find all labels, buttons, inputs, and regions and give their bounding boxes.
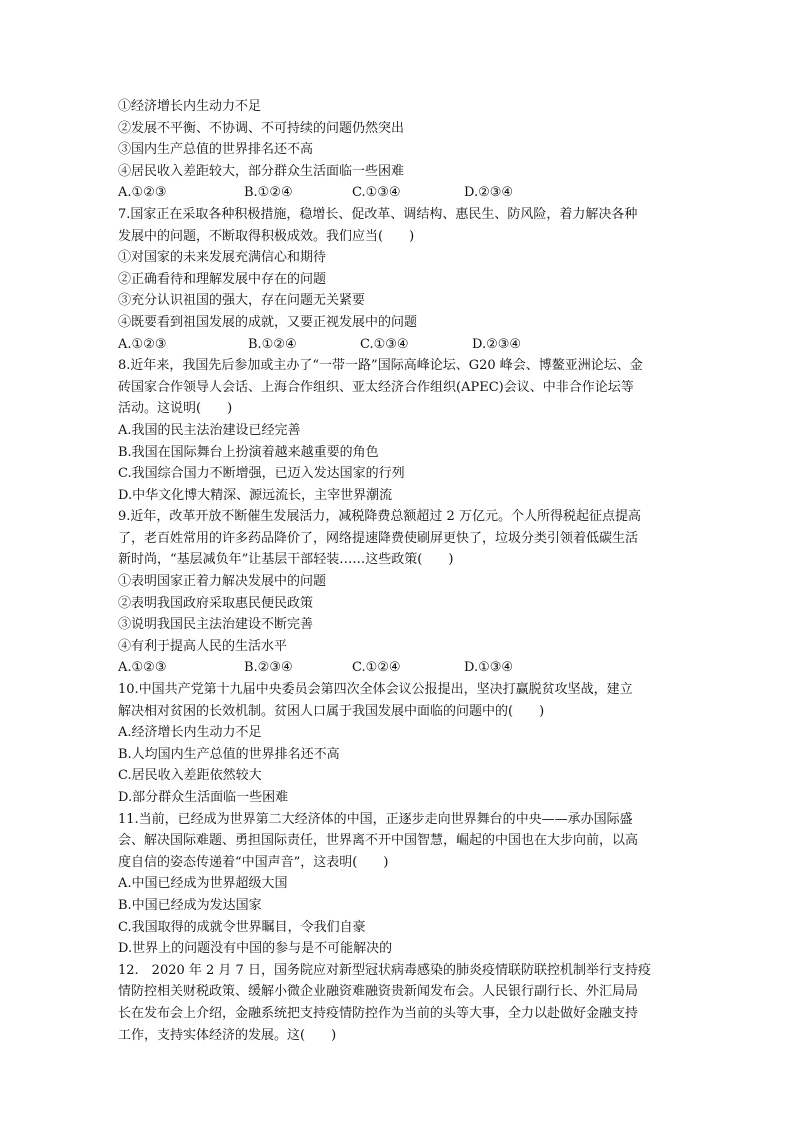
choice-c[interactable]: C.我国取得的成就令世界瞩目，令我们自豪 [118, 919, 366, 935]
question-stem: 长在发布会上介绍，金融系统把支持疫情防控作为当前的头等大事，全力以赴做好金融支持 [118, 1005, 639, 1021]
choice-d[interactable]: D.②③④ [472, 336, 522, 352]
answer-item: ②发展不平衡、不协调、不可持续的问题仍然突出 [118, 120, 405, 136]
choice-d[interactable]: D.部分群众生活面临一些困难 [118, 790, 289, 805]
answer-item: ②正确看待和理解发展中存在的问题 [118, 271, 327, 287]
choice-b[interactable]: B.人均国内生产总值的世界排名还不高 [118, 746, 340, 762]
question-stem: 10.中国共产党第十九届中央委员会第四次全体会议公报提出，坚决打赢脱贫攻坚战，建立 [118, 682, 633, 698]
choice-a[interactable]: A.经济增长内生动力不足 [118, 725, 262, 741]
choice-a[interactable]: A.中国已经成为世界超级大国 [118, 876, 288, 892]
question-6-tail [118, 96, 684, 204]
answer-item: ①对国家的未来发展充满信心和期待 [118, 250, 327, 266]
choice-c[interactable]: C.居民收入差距依然较大 [118, 768, 262, 784]
answer-item: ④有利于提高人民的生活水平 [118, 638, 288, 654]
question-stem: 工作，支持实体经济的发展。这( ) [118, 1027, 337, 1043]
question-8 [118, 355, 684, 506]
choice-a[interactable]: A.我国的民主法治建设已经完善 [118, 422, 301, 438]
choice-b[interactable]: B.中国已经成为发达国家 [118, 897, 262, 913]
question-stem: 情防控相关财税政策、缓解小微企业融资难融资贵新闻发布会。人民银行副行长、外汇局局 [118, 984, 639, 1000]
choice-options [118, 657, 684, 679]
answer-item: ②表明我国政府采取惠民便民政策 [118, 595, 314, 611]
answer-item: ③充分认识祖国的强大，存在问题无关紧要 [118, 293, 366, 309]
choice-a[interactable]: A.①②③ [118, 185, 167, 201]
question-9 [118, 506, 684, 679]
choice-d[interactable]: D.②③④ [464, 185, 514, 201]
choice-options [118, 334, 684, 356]
question-stem: 活动。这说明( ) [118, 401, 233, 417]
choice-d[interactable]: D.世界上的问题没有中国的参与是不可能解决的 [118, 941, 393, 957]
question-stem: 新时尚，“基层减负年”让基层干部轻装……这些政策( ) [118, 552, 454, 568]
answer-item: ③说明我国民主法治建设不断完善 [118, 617, 314, 633]
choice-b[interactable]: B.我国在国际舞台上扮演着越来越重要的角色 [118, 444, 379, 460]
answer-item: ④居民收入差距较大，部分群众生活面临一些困难 [118, 163, 405, 179]
answer-item: ①表明国家正着力解决发展中的问题 [118, 574, 327, 590]
answer-item: ④既要看到祖国发展的成就，又要正视发展中的问题 [118, 314, 418, 330]
question-12 [118, 960, 684, 1046]
question-stem: 12. 2020 年 2 月 7 日，国务院应对新型冠状病毒感染的肺炎疫情联防联控机制举行支持疫 [118, 962, 651, 978]
choice-c[interactable]: C.①②④ [352, 660, 401, 676]
question-stem: 了，老百姓常用的许多药品降价了，网络提速降费使刷屏更快了，垃圾分类引领着低碳生活 [118, 530, 639, 546]
question-7 [118, 204, 684, 355]
choice-b[interactable]: B.②③④ [244, 660, 293, 676]
question-stem: 发展中的问题，不断取得积极成效。我们应当( ) [118, 228, 415, 244]
exam-page [118, 96, 684, 1046]
question-stem: 7.国家正在采取各种积极措施，稳增长、促改革、调结构、惠民生、防风险，着力解决各种 [118, 206, 638, 222]
question-10 [118, 679, 684, 809]
question-stem: 8.近年来，我国先后参加或主办了“一带一路”国际高峰论坛、G20 峰会、博鳌亚洲论坛、金 [118, 358, 643, 374]
choice-options [118, 182, 684, 204]
question-stem: 会、解决国际难题、勇担国际责任，世界离不开中国智慧，崛起的中国也在大步向前，以高 [118, 833, 639, 849]
choice-d[interactable]: D.中华文化博大精深、源远流长，主宰世界潮流 [118, 487, 393, 503]
choice-c[interactable]: C.①③④ [360, 336, 409, 352]
question-stem: 解决相对贫困的长效机制。贫困人口属于我国发展中面临的问题中的( ) [118, 703, 545, 719]
question-11 [118, 809, 684, 960]
question-stem: 度自信的姿态传递着“中国声音”，这表明( ) [118, 854, 389, 870]
choice-d[interactable]: D.①③④ [464, 660, 514, 676]
answer-item: ③国内生产总值的世界排名还不高 [118, 142, 314, 158]
choice-a[interactable]: A.①②③ [118, 660, 167, 676]
choice-b[interactable]: B.①②④ [244, 185, 293, 201]
choice-b[interactable]: B.①②④ [248, 336, 297, 352]
question-stem: 砖国家合作领导人会话、上海合作组织、亚太经济合作组织(APEC)会议、中非合作论坛等 [118, 379, 634, 395]
question-stem: 9.近年，改革开放不断催生发展活力，减税降费总额超过 2 万亿元。个人所得税起征点提高 [118, 509, 641, 525]
question-stem: 11.当前，已经成为世界第二大经济体的中国，正逐步走向世界舞台的中央——承办国际盛 [118, 811, 633, 827]
choice-c[interactable]: C.我国综合国力不断增强，已迈入发达国家的行列 [118, 466, 405, 482]
choice-c[interactable]: C.①③④ [352, 185, 401, 201]
answer-item: ①经济增长内生动力不足 [118, 99, 262, 114]
choice-a[interactable]: A.①②③ [118, 336, 167, 352]
